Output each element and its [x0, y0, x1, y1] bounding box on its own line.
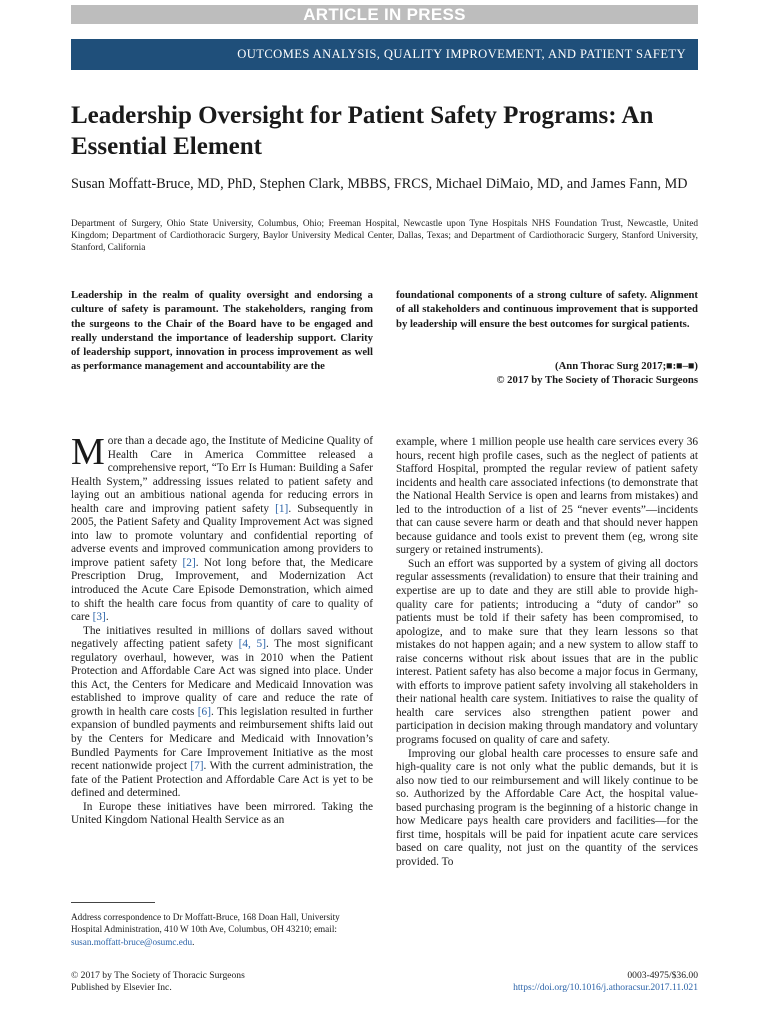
footer-right: [396, 970, 698, 995]
correspondence-note: [71, 911, 373, 948]
abstract-right: foundational components of a strong culture of safety. Alignment of all stakeholders and continuous improvement that is supported by leadership will ensure the best outcomes for surgical patients.: [396, 289, 698, 330]
paragraph-text: . This legislation resulted in further expansion of bundled payments and reimbursement shifts laid out by the Centers for Medicare and Medicaid with Innovation’s Bundled Payments for Care Improvement Initiative as the most recent nationwide project: [71, 705, 373, 773]
correspondence-end: .: [192, 936, 195, 947]
journal-citation: [396, 359, 698, 388]
email-link[interactable]: susan.moffatt-bruce@osumc.edu: [71, 936, 193, 947]
correspondence-text: Address correspondence to Dr Moffatt-Bruce, 168 Doan Hall, University Hospital Administration, 410 W 10th Ave, Columbus, OH 43210; email:: [71, 912, 340, 935]
reference-link[interactable]: [6]: [197, 705, 211, 718]
affiliations: Department of Surgery, Ohio State University, Columbus, Ohio; Freeman Hospital, Newcastle upon Tyne Hospitals NHS Foundation Trust, Newcastle, United Kingdom; Department of Cardiothoracic Surgery, Baylor University Medical Center, Dallas, Texas; and Department of Cardiothoracic Surgery, Stanford University, Stanford, California: [71, 219, 698, 254]
body-column-right: [396, 436, 698, 870]
section-banner: OUTCOMES ANALYSIS, QUALITY IMPROVEMENT, AND PATIENT SAFETY: [71, 39, 698, 70]
article-in-press-banner: ARTICLE IN PRESS: [71, 5, 698, 24]
paragraph-text: The initiatives resulted in millions of dollars saved without negatively affecting patient safety: [71, 624, 373, 651]
author-list: Susan Moffatt-Bruce, MD, PhD, Stephen Clark, MBBS, FRCS, Michael DiMaio, MD, and James Fann, MD: [71, 176, 688, 192]
body-paragraph: In Europe these initiatives have been mirrored. Taking the United Kingdom National Health Service as an: [71, 800, 373, 827]
body-paragraph: [71, 625, 373, 801]
body-column-left: [71, 431, 374, 828]
paragraph-text: . Not long before that, the Medicare Prescription Drug, Improvement, and Modernization Act introduced the Acute Care Episode Demonstration, which aimed to shift the health care focus from quantity of care to quality of care: [71, 556, 373, 624]
reference-link[interactable]: [2]: [182, 556, 196, 569]
reference-link[interactable]: [3]: [92, 611, 106, 624]
article-title: Leadership Oversight for Patient Safety Programs: An Essential Element: [71, 102, 654, 160]
footer-issn: 0003-4975/$36.00: [627, 970, 698, 981]
reference-link[interactable]: [7]: [190, 760, 204, 773]
paragraph-text: . With the current administration, the fate of the Patient Protection and Affordable Care Act is yet to be defined and determined.: [71, 760, 373, 800]
footer-left: [71, 970, 391, 995]
footer-publisher: Published by Elsevier Inc.: [71, 982, 172, 994]
drop-cap: M: [71, 431, 105, 473]
doi-link[interactable]: https://doi.org/10.1016/j.athoracsur.2017.11.021: [513, 982, 698, 994]
citation-journal: (Ann Thorac Surg 2017;■:■–■): [555, 360, 698, 372]
reference-link[interactable]: [4, 5]: [238, 638, 266, 651]
paragraph-text: .: [105, 611, 109, 624]
paragraph-text: . The most significant regulatory overhaul, however, was in 2010 when the Patient Protection and Affordable Care Act was signed into place. Under this Act, the Centers for Medicare and Medicaid Innovation was established to improve quality of care and reduce the rate of growth in health care costs: [71, 638, 373, 718]
body-paragraph: example, where 1 million people use health care services every 36 hours, recent high profile cases, such as the neglect of patients at Stafford Hospital, prompted the regular review of patient safety incidents and health care associated infections (to demonstrate that the National Health Service is open and learns from mistakes) and led to the introduction of a list of 25 “never events”—incidents that can cause severe harm or death and that should never happen because guidance and tools exist to prevent them (eg, wrong site surgery or retained instruments).: [396, 436, 698, 557]
citation-copyright: © 2017 by The Society of Thoracic Surgeons: [496, 374, 698, 387]
paragraph-text: ore than a decade ago, the Institute of Medicine Quality of Health Care in America Committee released a comprehensive report, “To Err Is Human: Building a Safer Health System,” addressing issues related to patient safety and laying out an ambitious national agenda for reducing errors in health care and improving patient safety: [71, 435, 373, 515]
footer-copyright: © 2017 by The Society of Thoracic Surgeons: [71, 970, 245, 981]
reference-link[interactable]: [1]: [275, 502, 289, 515]
body-paragraph: [71, 431, 374, 625]
body-paragraph: Such an effort was supported by a system of giving all doctors regular assessments (revalidation) to ensure that their training and expertise are up to date and they are still able to provide high-quality care for patients; introducing a “duty of candor” so patients must be told if their safety has been compromised, to apologize, and to make sure that they learn lessons so that mistakes do not happen again; and a new system to allow staff to raise concerns without risk about issues that are in the public interest. Patient safety has also become a major focus in Germany, with efforts to improve patient safety involving all stakeholders in their national health care system. Initiatives to raise the quality of health care services also strengthen patient power and participation in decision making through mandatory and voluntary programs focused on quality of care and safety.: [396, 557, 698, 747]
body-paragraph: Improving our global health care processes to ensure safe and high-quality care is not only what the public demands, but it is also now tied to our reimbursement and will likely continue to be so. Authorized by the Affordable Care Act, the hospital value-based purchasing program is the beginning of a historic change in how Medicare pays health care providers and facilities—for the first time, hospitals will be paid for inpatient acute care services based on care quality, not just on the quantity of the services provided. To: [396, 747, 698, 868]
abstract-left: Leadership in the realm of quality oversight and endorsing a culture of safety is paramount. The stakeholders, ranging from the surgeons to the Chair of the Board have to be engaged and really understand the importance of leadership support. Clarity of leadership support, innovation in process improvement as well as performance management and accountability are the: [71, 289, 373, 373]
paragraph-text: . Subsequently in 2005, the Patient Safety and Quality Improvement Act was signed into law to promote voluntary and confidential reporting of adverse events and improved communication among providers to improve patient safety: [71, 502, 374, 569]
footnote-divider: [71, 902, 155, 903]
